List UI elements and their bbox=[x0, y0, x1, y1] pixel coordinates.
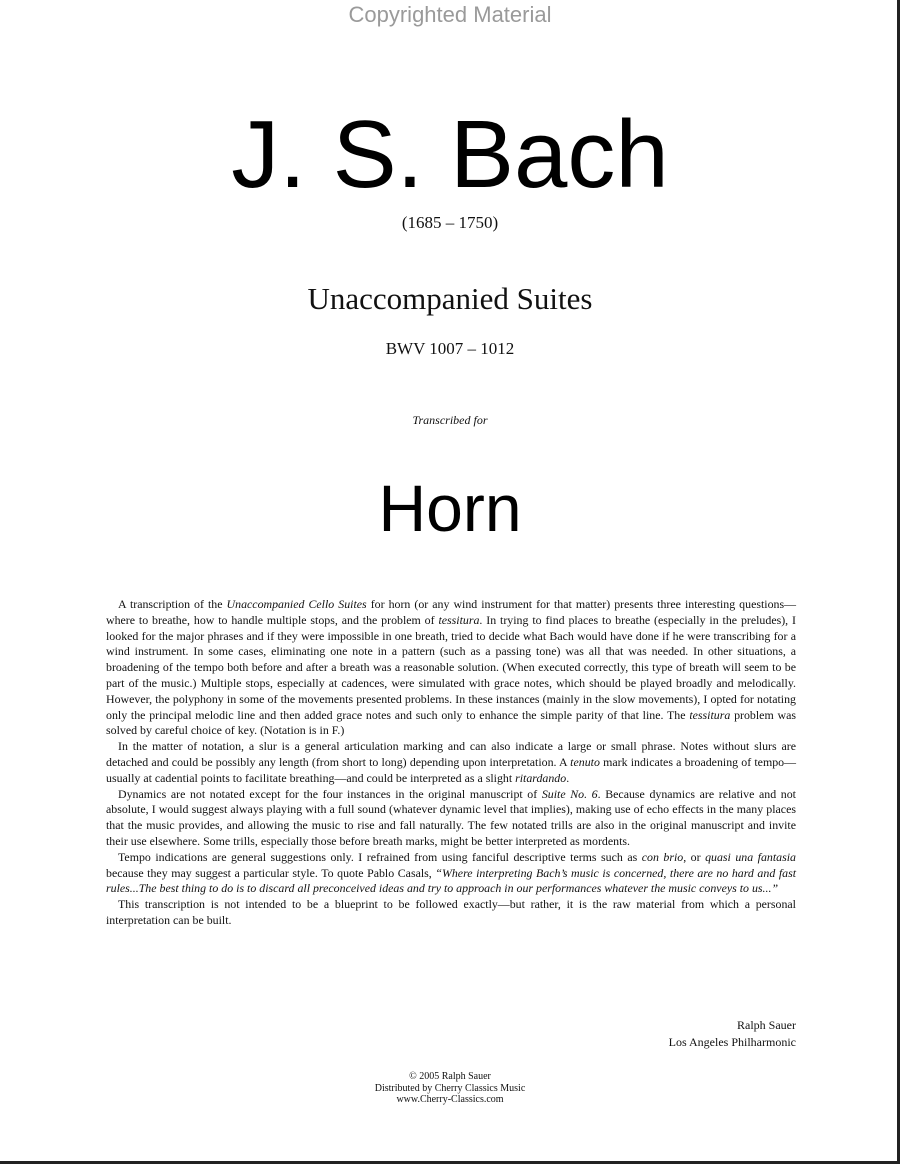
preface-text-span: Tempo indications are general suggestions only. I refrained from using fanciful descriptive terms such as bbox=[118, 849, 642, 864]
preface-paragraph-2 bbox=[106, 739, 796, 786]
signature-name: Ralph Sauer bbox=[737, 1018, 796, 1032]
casals-quote: “Where interpreting Bach’s music is concerned, there are no hard and fast rules...The best thing to do is to discard all preconceived ideas and try to approach in our performances whatever the music conveys to us...” bbox=[106, 865, 797, 896]
preface-italic-span: quasi una fantasia bbox=[705, 849, 796, 864]
signature-block bbox=[669, 1017, 796, 1051]
footer-website: www.Cherry-Classics.com bbox=[396, 1094, 504, 1105]
preface-paragraph-5 bbox=[106, 897, 796, 929]
preface-text-span: . Because dynamics are relative and not absolute, I would suggest always playing with a full sound (whatever dynamic level that implies), making use of echo effects in the many places that the music provides, and allowing the music to rise and fall naturally. The few notated trills are also in the original manuscript and invite their use elsewhere. Some trills, especially those before breath marks, might be better interpreted as mordents. bbox=[106, 786, 796, 848]
work-title: Unaccompanied Suites bbox=[307, 281, 593, 316]
preface-italic-span: ritardando bbox=[515, 770, 567, 785]
preface-text-span: , or bbox=[683, 849, 706, 864]
preface-italic-span: Unaccompanied Cello Suites bbox=[226, 597, 367, 611]
footer-credits bbox=[0, 1071, 900, 1106]
preface-text-span: for horn (or any wind instrument for that matter) presents three interesting questions—where to breathe, how to handle multiple stops, and the problem of bbox=[106, 597, 796, 627]
composer-dates: (1685 – 1750) bbox=[401, 213, 499, 232]
preface-text-span: problem was solved by careful choice of key. (Notation is in F.) bbox=[106, 707, 796, 738]
preface-text-span: . bbox=[566, 770, 570, 785]
preface-italic-span: Suite No. 6 bbox=[541, 786, 598, 801]
catalog-number: BWV 1007 – 1012 bbox=[385, 339, 515, 358]
preface-text-span: . In trying to find places to breathe (especially in the preludes), I looked for the major phrases and if they were impossible in one breath, tried to decide what Bach would have done if he were transcribing for a wind instrument. In some cases, eliminating one note in a pattern (such as a passing tone) was all that was needed. In other situations, a broadening of the tempo both before and after a breath was a reasonable solution. (When executed correctly, this type of breath will seem to be part of the music.) Multiple stops, especially at cadences, were simulated with grace notes, which should be played broadly and melodically. However, the polyphony in some of the movements presented problems. In these instances (mainly in the slow movements), I opted for notating only the principal melodic line and then added grace notes and such only to enhance the simple parity of that line. The bbox=[106, 612, 796, 722]
preface-paragraph-4 bbox=[106, 850, 796, 897]
preface-text-span: mark indicates a broadening of tempo—usually at cadential points to facilitate breathing—and could be interpreted as a slight bbox=[106, 754, 796, 785]
signature-affiliation: Los Angeles Philharmonic bbox=[668, 1035, 796, 1049]
preface-italic-span: tessitura bbox=[438, 612, 480, 627]
preface-text-span: because they may suggest a particular style. To quote Pablo Casals, bbox=[106, 865, 436, 880]
composer-name: J. S. Bach bbox=[231, 101, 669, 208]
footer-distributor: Distributed by Cherry Classics Music bbox=[374, 1082, 526, 1094]
preface-text-span: A transcription of the bbox=[118, 597, 227, 611]
preface-paragraph-3 bbox=[106, 787, 796, 850]
preface-italic-span: con brio bbox=[641, 849, 684, 864]
preface-text-span: Dynamics are not notated except for the four instances in the original manuscript of bbox=[118, 786, 542, 801]
preface-text-span: In the matter of notation, a slur is a general articulation marking and can also indicate a large or small phrase. Notes without slurs are detached and could be possibly any length (from short to long) depending upon interpretation. A bbox=[106, 739, 796, 769]
transcribed-for-label: Transcribed for bbox=[412, 413, 488, 427]
preface-paragraph-1 bbox=[106, 597, 796, 739]
preface-italic-span: tessitura bbox=[689, 707, 731, 722]
preface-text-span: This transcription is not intended to be a blueprint to be followed exactly—but rather, it is the raw material from which a personal interpretation can be built. bbox=[106, 897, 796, 927]
preface-text bbox=[106, 597, 796, 929]
footer-copyright: © 2005 Ralph Sauer bbox=[409, 1071, 491, 1082]
preface-italic-span: tenuto bbox=[570, 754, 600, 769]
copyright-watermark: Copyrighted Material bbox=[348, 2, 552, 27]
instrument-title: Horn bbox=[378, 471, 522, 545]
